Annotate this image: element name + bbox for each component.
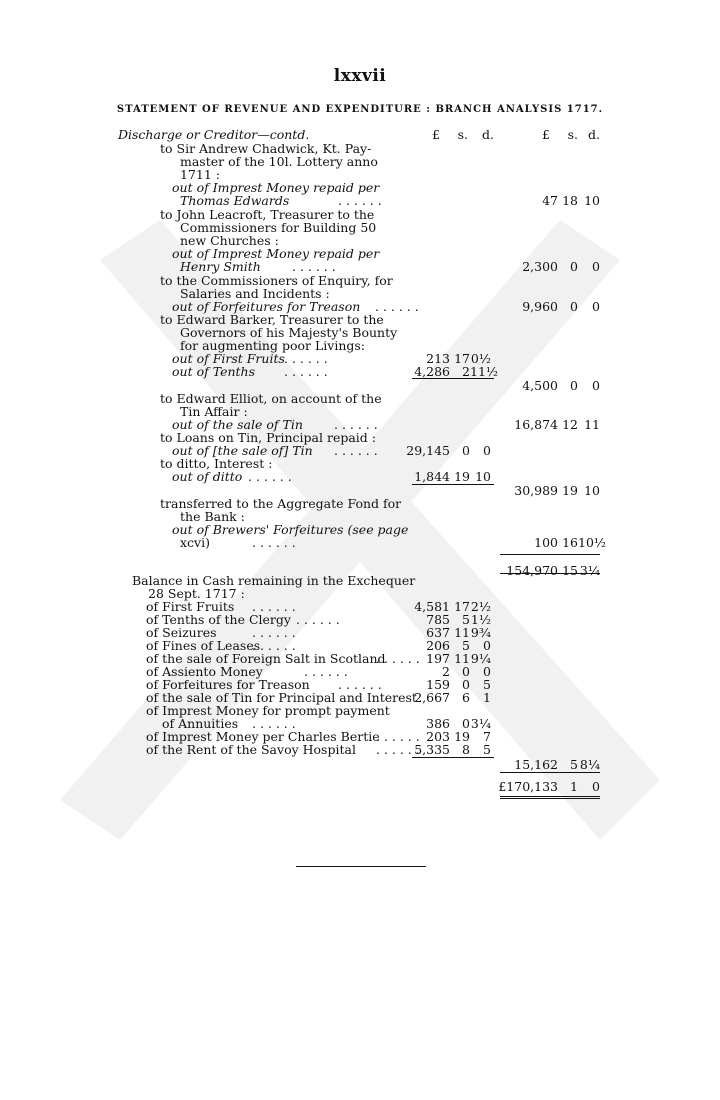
leader-dots: . . . . . . [248, 469, 292, 484]
ledger-row [0, 339, 720, 353]
amount-shillings: 0 [462, 677, 470, 692]
rule-line [412, 757, 494, 758]
row-label: out of Forfeitures for Treason [172, 299, 361, 314]
ledger-header-row [0, 128, 720, 142]
amount-pence: 0 [592, 259, 600, 274]
row-label: Commissioners for Building 50 [180, 220, 377, 235]
ledger-row [0, 497, 720, 511]
ledger-row [0, 743, 720, 757]
col-head-pounds-2: £ [542, 127, 550, 142]
amount-shillings: 2 [462, 364, 470, 379]
amount-pounds: 206 [426, 638, 450, 653]
row-label: out of Imprest Money repaid per [172, 180, 380, 195]
row-label: of Tenths of the Clergy [146, 612, 291, 627]
row-label: Thomas Edwards [180, 193, 290, 208]
amount-pounds: 15,162 [514, 757, 558, 772]
amount-pence: 0 [592, 378, 600, 393]
row-label: Governors of his Majesty's Bounty [180, 325, 398, 340]
amount-pounds: £170,133 [498, 779, 558, 794]
row-label: 1711 : [180, 167, 220, 182]
amount-shillings: 12 [562, 417, 578, 432]
row-label: of Assiento Money [146, 664, 263, 679]
amount-shillings: 5 [462, 612, 470, 627]
ledger-row [0, 523, 720, 537]
row-label: Balance in Cash remaining in the Exchequer [132, 573, 416, 588]
ledger-row [0, 444, 720, 458]
amount-pence: 5 [483, 742, 491, 757]
amount-pounds: 2 [442, 664, 450, 679]
row-label: Henry Smith [180, 259, 261, 274]
amount-pence: 10 [584, 193, 600, 208]
amount-shillings: 11 [454, 651, 470, 666]
amount-shillings: 19 [454, 469, 470, 484]
amount-shillings: 0 [570, 299, 578, 314]
row-label: out of Brewers' Forfeitures (see page [172, 522, 409, 537]
amount-shillings: 15 [562, 563, 578, 578]
col-head-pounds-1: £ [432, 127, 440, 142]
leader-dots: . . . . . . [292, 259, 336, 274]
row-label: to ditto, Interest : [160, 456, 273, 471]
leader-dots: . . . . . . [284, 351, 328, 366]
amount-pence: 0 [483, 664, 491, 679]
amount-pounds: 100 [534, 535, 558, 550]
total-row [0, 780, 720, 794]
amount-pounds: 785 [426, 612, 450, 627]
ledger-row [0, 247, 720, 261]
row-label: out of First Fruits [172, 351, 285, 366]
ledger-row [0, 652, 720, 666]
row-label: out of the sale of Tin [172, 417, 303, 432]
ledger-row [0, 287, 720, 301]
amount-pence: 10 [584, 483, 600, 498]
row-label: of Annuities [162, 716, 239, 731]
amount-pence: 3¼ [579, 563, 600, 578]
ledger-row [0, 274, 720, 288]
amount-pence: 1 [483, 690, 491, 705]
amount-shillings: 5 [570, 757, 578, 772]
row-label: out of ditto [172, 469, 243, 484]
amount-shillings: 19 [454, 729, 470, 744]
ledger-row [0, 730, 720, 744]
row-label: out of Imprest Money repaid per [172, 246, 380, 261]
amount-pounds: 637 [426, 625, 450, 640]
row-label: to Loans on Tin, Principal repaid : [160, 430, 376, 445]
leader-dots: . . . . . . [284, 364, 328, 379]
amount-pence: 11½ [470, 364, 499, 379]
ledger-row [0, 260, 720, 274]
amount-shillings: 1 [570, 779, 578, 794]
amount-pounds: 47 [542, 193, 558, 208]
amount-shillings: 8 [462, 742, 470, 757]
row-label: of Imprest Money per Charles Bertie [146, 729, 380, 744]
row-label: of Imprest Money for prompt payment [146, 703, 390, 718]
rule-line [500, 796, 600, 799]
col-head-shillings-1: s. [457, 127, 468, 142]
ledger-row [0, 392, 720, 406]
row-label: the Bank : [180, 509, 245, 524]
ledger-row [0, 574, 720, 588]
leader-dots: . . . . . . [375, 299, 419, 314]
amount-pounds: 213 [426, 351, 450, 366]
ledger-row [0, 704, 720, 718]
rule-line [296, 866, 426, 867]
leader-dots: . . . . . . [338, 193, 382, 208]
leader-dots: . . . . . . [376, 651, 420, 666]
row-label: Salaries and Incidents : [180, 286, 330, 301]
row-label: of Forfeitures for Treason [146, 677, 310, 692]
amount-pounds: 16,874 [514, 417, 558, 432]
amount-shillings: 0 [462, 716, 470, 731]
ledger-row [0, 352, 720, 366]
leader-dots: . . . . . . [334, 443, 378, 458]
amount-pence: 5 [483, 677, 491, 692]
amount-pounds: 30,989 [514, 483, 558, 498]
ledger-row [0, 626, 720, 640]
amount-pounds: 4,286 [414, 364, 450, 379]
row-label: 28 Sept. 1717 : [148, 586, 245, 601]
amount-shillings: 19 [562, 483, 578, 498]
amount-pounds: 154,970 [506, 563, 558, 578]
amount-pounds: 4,500 [522, 378, 558, 393]
ledger-row [0, 536, 720, 550]
amount-pence: 9¼ [470, 651, 491, 666]
amount-pounds: 4,581 [414, 599, 450, 614]
row-label: to Sir Andrew Chadwick, Kt. Pay- [160, 141, 372, 156]
col-head-shillings-2: s. [567, 127, 578, 142]
row-label: of First Fruits [146, 599, 235, 614]
amount-pence: 11 [584, 417, 600, 432]
ledger-row [0, 365, 720, 379]
amount-pence: 0½ [470, 351, 491, 366]
amount-pounds: 5,335 [414, 742, 450, 757]
row-label: to John Leacroft, Treasurer to the [160, 207, 375, 222]
amount-pence: 9¾ [470, 625, 491, 640]
ledger-row [0, 457, 720, 471]
leader-dots: . . . . . . [252, 638, 296, 653]
amount-shillings: 0 [570, 378, 578, 393]
rule-line [500, 554, 600, 555]
amount-shillings: 16 [562, 535, 578, 550]
ledger-row [0, 587, 720, 601]
amount-shillings: 0 [462, 443, 470, 458]
ledger-row [0, 600, 720, 614]
amount-pounds: 2,300 [522, 259, 558, 274]
amount-pence: 7 [483, 729, 491, 744]
leader-dots: . . . . . . [252, 599, 296, 614]
row-label: out of Tenths [172, 364, 256, 379]
rule-line [412, 378, 494, 379]
col-head-pence-2: d. [588, 127, 600, 142]
amount-pounds: 9,960 [522, 299, 558, 314]
amount-pence: 0 [592, 779, 600, 794]
row-label: to Edward Barker, Treasurer to the [160, 312, 384, 327]
amount-pence: 2½ [470, 599, 491, 614]
ledger-row [0, 155, 720, 169]
row-label: transferred to the Aggregate Fond for [160, 496, 402, 511]
ledger-row [0, 221, 720, 235]
col-head-pence-1: d. [482, 127, 494, 142]
page-number: lxxvii [333, 66, 387, 86]
leader-dots: . . . . . . [296, 612, 340, 627]
amount-shillings: 5 [462, 638, 470, 653]
leader-dots: . . . . . . [252, 535, 296, 550]
amount-pence: 3¼ [470, 716, 491, 731]
amount-pence: 10½ [578, 535, 607, 550]
amount-pence: 0 [592, 299, 600, 314]
amount-pounds: 197 [426, 651, 450, 666]
rule-line [500, 573, 600, 574]
row-label: of the Rent of the Savoy Hospital [146, 742, 356, 757]
row-label: of Fines of Leases [146, 638, 261, 653]
row-label: of Seizures [146, 625, 217, 640]
amount-pounds: 203 [426, 729, 450, 744]
row-label: xcvi) [180, 535, 210, 550]
amount-pounds: 2,667 [414, 690, 450, 705]
ledger-row [0, 194, 720, 208]
row-label: to Edward Elliot, on account of the [160, 391, 382, 406]
ledger-row [0, 470, 720, 484]
leader-dots: . . . . . . [338, 677, 382, 692]
amount-pence: 8¼ [579, 757, 600, 772]
leader-dots: . . . . . . [304, 664, 348, 679]
amount-pounds: 1,844 [414, 469, 450, 484]
leader-dots: . . . . . . [376, 729, 420, 744]
rule-line [500, 772, 600, 773]
amount-pence: 1½ [470, 612, 491, 627]
section-title: Discharge or Creditor—contd. [118, 127, 310, 142]
leader-dots: . . . . . . [252, 716, 296, 731]
amount-pounds: 386 [426, 716, 450, 731]
row-label: of the sale of Foreign Salt in Scotland [146, 651, 386, 666]
row-label: of the sale of Tin for Principal and Interest [146, 690, 417, 705]
row-label: Tin Affair : [180, 404, 248, 419]
row-label: out of [the sale of] Tin [172, 443, 313, 458]
leader-dots: . . . . . . [252, 625, 296, 640]
leader-dots: . . . . . . [334, 417, 378, 432]
ledger-row [0, 613, 720, 627]
amount-shillings: 18 [562, 193, 578, 208]
rule-line [412, 484, 494, 485]
page-header: STATEMENT OF REVENUE AND EXPENDITURE : BRANCH ANALYSIS 1717. [116, 104, 604, 115]
row-label: for augmenting poor Livings: [180, 338, 365, 353]
row-label: master of the 10l. Lottery anno [180, 154, 378, 169]
amount-shillings: 11 [454, 625, 470, 640]
amount-pence: 0 [483, 443, 491, 458]
amount-pence: 10 [475, 469, 491, 484]
leader-dots: . . . . . . [376, 742, 420, 757]
amount-shillings: 6 [462, 690, 470, 705]
row-label: to the Commissioners of Enquiry, for [160, 273, 393, 288]
row-label: new Churches : [180, 233, 279, 248]
amount-shillings: 17 [454, 599, 470, 614]
total-row [0, 758, 720, 772]
amount-shillings: 0 [570, 259, 578, 274]
amount-pence: 0 [483, 638, 491, 653]
amount-pounds: 159 [426, 677, 450, 692]
amount-shillings: 17 [454, 351, 470, 366]
amount-shillings: 0 [462, 664, 470, 679]
amount-pounds: 29,145 [406, 443, 450, 458]
